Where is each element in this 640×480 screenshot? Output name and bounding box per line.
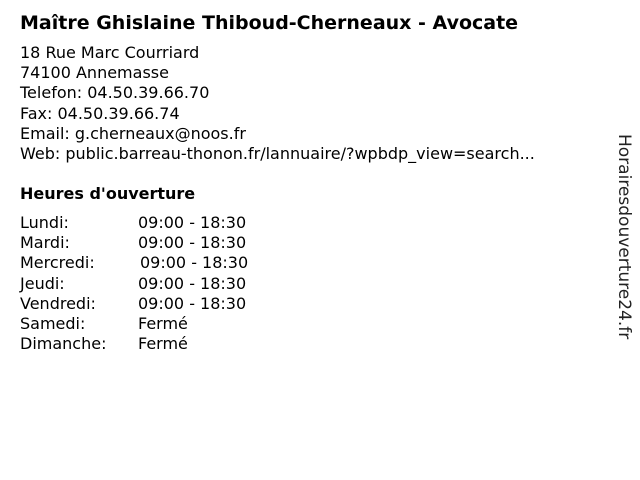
time-value: 09:00 - 18:30 (138, 213, 247, 232)
day-label: Mardi: (20, 233, 70, 253)
contact-info (20, 43, 535, 164)
day-label: Samedi: (20, 313, 86, 333)
day-label: Vendredi: (20, 293, 96, 313)
day-label: Lundi: (20, 213, 69, 232)
email-address: Email: g.cherneaux@noos.fr (20, 123, 246, 143)
page-title: Maître Ghislaine Thiboud-Cherneaux - Avocate (20, 12, 519, 34)
website-link: Web: public.barreau-thonon.fr/lannuaire/?wpbdp_view=search... (20, 144, 535, 164)
day-label: Jeudi: (20, 273, 65, 293)
city-postcode: 74100 Annemasse (20, 63, 169, 83)
time-value: 09:00 - 18:30 (138, 273, 247, 293)
street-address: 18 Rue Marc Courriard (20, 43, 200, 62)
day-label: Dimanche: (20, 334, 107, 354)
hours-heading: Heures d'ouverture (20, 184, 196, 203)
fax-number: Fax: 04.50.39.66.74 (20, 103, 180, 123)
time-value: 09:00 - 18:30 (138, 233, 247, 253)
phone-number: Telefon: 04.50.39.66.70 (20, 83, 210, 103)
brand-watermark (612, 134, 636, 344)
day-label: Mercredi: (20, 253, 95, 273)
time-value: Fermé (138, 313, 188, 333)
time-value: 09:00 - 18:30 (140, 253, 249, 273)
time-value: Fermé (138, 334, 188, 354)
brand-text: Horairesdouverture24.fr (614, 134, 634, 340)
time-value: 09:00 - 18:30 (138, 293, 247, 313)
